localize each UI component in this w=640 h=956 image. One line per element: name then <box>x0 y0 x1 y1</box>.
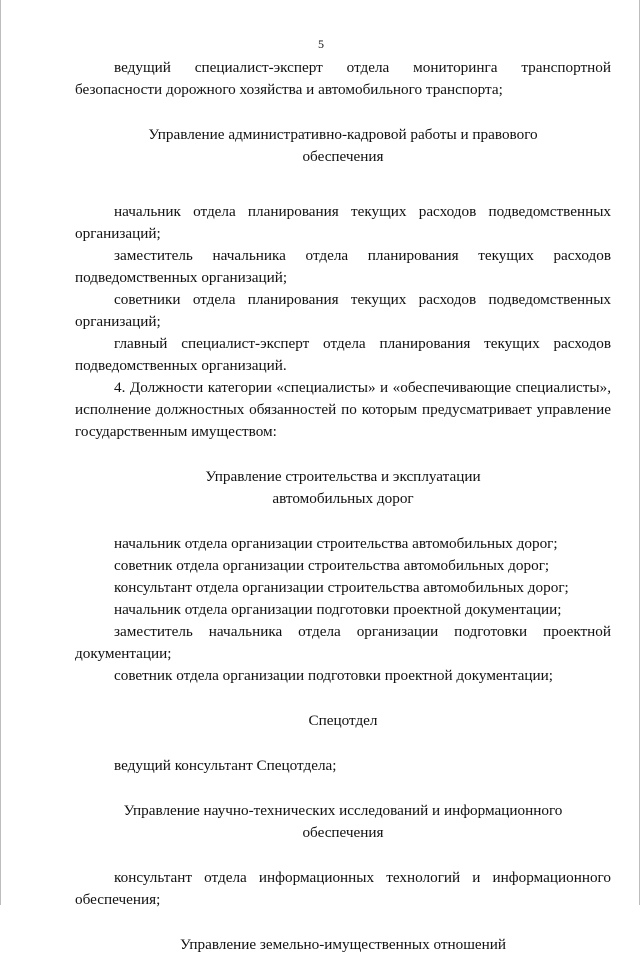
position-item: советники отдела планирования текущих расходов подведомственных организаций; <box>75 291 611 330</box>
section-heading: Управление строительства и эксплуатации автомобильных дорог <box>205 468 481 507</box>
document-body <box>75 57 611 956</box>
position-item: заместитель начальника отдела планирования текущих расходов подведомственных организаций; <box>75 247 611 286</box>
position-item: главный специалист-эксперт отдела планирования текущих расходов подведомственных организаций. <box>75 335 611 374</box>
position-item: консультант отдела организации строительства автомобильных дорог; <box>114 579 569 596</box>
position-item: ведущий консультант Спецотдела; <box>114 757 337 774</box>
numbered-clause: 4. Должности категории «специалисты» и «обеспечивающие специалисты», исполнение должностных обязанностей по которым предусматривает управление государственным имуществом: <box>75 379 611 440</box>
position-item: советник отдела организации строительства автомобильных дорог; <box>114 557 550 574</box>
page-number: 5 <box>318 37 324 51</box>
position-item: ведущий специалист-эксперт отдела мониторинга транспортной безопасности дорожного хозяйства и автомобильного транспорта; <box>75 59 611 98</box>
position-item: заместитель начальника отдела организации подготовки проектной документации; <box>75 623 611 662</box>
section-heading: Спецотдел <box>308 712 378 729</box>
section-heading: Управление административно-кадровой работы и правового обеспечения <box>148 126 538 165</box>
position-item: начальник отдела планирования текущих расходов подведомственных организаций; <box>75 203 611 242</box>
position-item: начальник отдела организации строительства автомобильных дорог; <box>114 535 558 552</box>
section-heading: Управление земельно-имущественных отношений <box>179 936 507 953</box>
position-item: советник отдела организации подготовки проектной документации; <box>114 667 553 684</box>
section-heading: Управление научно-технических исследований и информационного обеспечения <box>123 802 563 841</box>
position-item: начальник отдела организации подготовки проектной документации; <box>114 601 562 618</box>
position-item: консультант отдела информационных технологий и информационного обеспечения; <box>75 869 611 908</box>
